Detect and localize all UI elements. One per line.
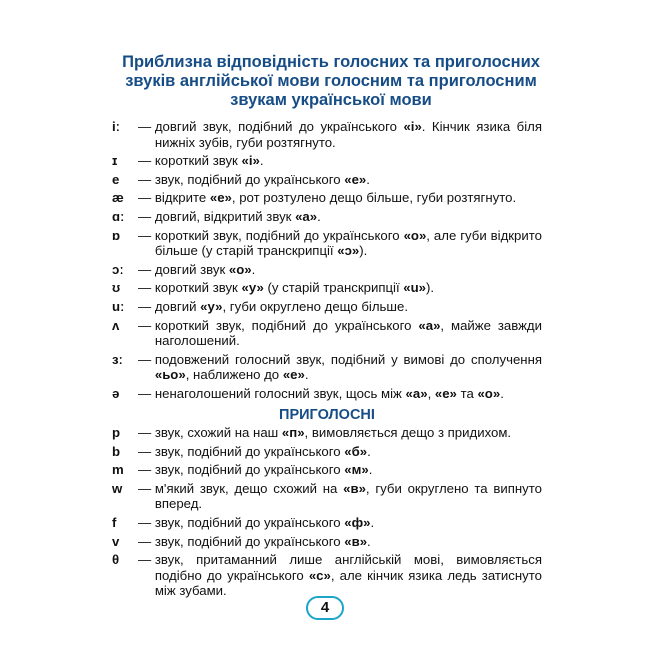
entry-symbol: ʌ — [112, 317, 120, 333]
entry-text: звук, схожий на наш — [154, 425, 282, 441]
entry-row — [112, 481, 542, 512]
entry-description — [155, 209, 542, 225]
entry-letter-bold: «ф» — [344, 515, 371, 531]
entry-dash: — — [138, 443, 155, 459]
entry-letter-bold: «у» — [241, 280, 264, 296]
entry-dash: — — [138, 208, 155, 224]
entry-text: короткий звук, подібний до українського — [154, 317, 419, 333]
entry-letter-bold: «ьо» — [154, 367, 186, 383]
entry-text: звук, подібний до українського — [154, 171, 345, 187]
entry-dash: — — [138, 119, 155, 134]
entry-text: . — [304, 367, 309, 383]
entry-text: звук, подібний до українського — [154, 443, 345, 459]
entry-dash: — — [138, 280, 155, 296]
entry-symbol: ɒ — [112, 227, 121, 243]
entry-dash: — — [138, 515, 155, 531]
entry-row — [112, 172, 542, 188]
entry-letter-bold: «с» — [308, 567, 331, 583]
entry-letter-bold: «а» — [418, 317, 441, 333]
entry-text: . — [366, 171, 370, 187]
entry-text: подовжений голосний звук, подібний у вимові до сполучення — [154, 351, 542, 367]
entry-letter-bold: «а» — [295, 208, 318, 224]
page-number: 4 — [306, 596, 344, 620]
entry-dash: — — [138, 317, 155, 333]
entry-description — [155, 515, 542, 531]
entry-description — [155, 444, 542, 460]
entry-letter-bold: «е» — [209, 190, 232, 206]
entry-description — [155, 386, 542, 402]
entry-row — [112, 299, 542, 315]
entry-description — [155, 228, 542, 259]
entry-letter-bold: «ɔ» — [337, 243, 360, 259]
entry-symbol: iː — [112, 119, 121, 134]
entry-text: , губи округлено дещо більше. — [222, 298, 408, 314]
entry-text: ). — [359, 243, 368, 259]
entry-text: короткий звук — [154, 153, 242, 169]
entry-letter-bold: «б» — [344, 443, 368, 459]
entry-text: довгий звук — [154, 261, 229, 277]
entry-letter-bold: «м» — [344, 462, 369, 478]
section-heading-consonants: ПРИГОЛОСНІ — [279, 406, 375, 423]
entry-text: . — [368, 462, 373, 478]
entry-symbol: θ — [112, 552, 120, 568]
entry-description — [155, 299, 542, 315]
entries-list — [112, 119, 542, 602]
entry-row — [112, 462, 542, 478]
entry-letter-bold: «п» — [281, 425, 305, 441]
entry-description — [155, 552, 542, 599]
entry-dash: — — [138, 425, 155, 441]
entry-dash: — — [138, 351, 155, 367]
entry-symbol: ʊ — [112, 280, 121, 296]
entry-text: , — [427, 385, 435, 401]
entry-dash: — — [138, 533, 155, 549]
entry-description — [155, 153, 542, 169]
entry-dash: — — [138, 153, 155, 169]
entry-symbol: m — [112, 462, 124, 478]
entry-description — [155, 352, 542, 383]
entry-text: , але кінчик язика ледь затиснуто між зубами. — [154, 567, 542, 599]
entry-row — [112, 552, 542, 599]
entry-row — [112, 262, 542, 278]
title-line-2: звуків англійської мови голосним та приголосним — [125, 72, 537, 90]
entry-letter-bold: «е» — [344, 171, 367, 187]
entry-symbol: b — [112, 443, 121, 459]
entry-text: короткий звук — [154, 280, 242, 296]
entry-text: . — [367, 533, 371, 549]
entry-symbol: e — [112, 171, 120, 187]
entry-text: звук, подібний до українського — [154, 462, 345, 478]
vowel-list — [112, 119, 542, 402]
entry-row — [112, 515, 542, 531]
entry-symbol: æ — [112, 190, 124, 206]
entry-text: короткий звук, подібний до українського — [154, 227, 404, 243]
consonant-list — [112, 425, 542, 599]
entry-description — [155, 462, 542, 478]
entry-text: , майже завжди наголошений. — [154, 317, 542, 349]
entry-text: . — [259, 153, 264, 169]
entry-text: довгий, відкритий звук — [154, 208, 296, 224]
entry-symbol: ɪ — [112, 153, 118, 169]
entry-text: , але губи відкрито більше (у старій транскрипції — [154, 227, 542, 259]
entry-text: звук, притаманний лише англійській мові, вимовляється подібно до українського — [154, 552, 542, 583]
entry-description — [155, 190, 542, 206]
entry-text: . — [251, 261, 256, 277]
entry-letter-bold: «о» — [477, 385, 501, 401]
entry-letter-bold: «і» — [403, 119, 422, 134]
entry-letter-bold: «е» — [282, 367, 305, 383]
entry-row — [112, 318, 542, 349]
entry-description — [155, 425, 542, 441]
entry-dash: — — [138, 480, 155, 496]
entry-symbol: p — [112, 425, 121, 441]
entry-letter-bold: «е» — [434, 385, 457, 401]
entry-symbol: ɔː — [112, 261, 124, 277]
entry-text: довгий — [154, 298, 201, 314]
entry-row — [112, 386, 542, 402]
entry-description — [155, 119, 542, 150]
title-line-3: звукам української мови — [230, 91, 432, 109]
entry-text: довгий звук, подібний до українського — [154, 119, 404, 134]
entry-text: ). — [426, 280, 435, 296]
entry-dash: — — [138, 227, 155, 243]
entry-symbol: ɜː — [112, 351, 123, 367]
entry-symbol: uː — [112, 298, 125, 314]
entry-dash: — — [138, 171, 155, 187]
entry-letter-bold: «в» — [344, 533, 368, 549]
page-title — [98, 53, 564, 110]
entry-row — [112, 209, 542, 225]
entry-text: відкрите — [154, 190, 210, 206]
entry-row — [112, 425, 542, 441]
entry-text: . Кінчик язика біля нижніх зубів, губи розтягнуто. — [154, 119, 542, 150]
entry-symbol: ə — [112, 385, 120, 401]
entry-dash: — — [138, 190, 155, 206]
entry-symbol: ɑː — [112, 208, 125, 224]
entry-letter-bold: «о» — [403, 227, 427, 243]
entry-description — [155, 280, 542, 296]
entry-text: . — [370, 515, 375, 531]
entry-letter-bold: «u» — [403, 280, 427, 296]
entry-row — [112, 153, 542, 169]
entry-text: , наближено до — [185, 367, 283, 383]
entry-dash: — — [138, 261, 155, 277]
entry-description — [155, 318, 542, 349]
entry-text: . — [500, 385, 504, 401]
entry-row — [112, 444, 542, 460]
entry-description — [155, 534, 542, 550]
entry-text: . — [317, 208, 321, 224]
entry-description — [155, 172, 542, 188]
entry-letter-bold: «о» — [228, 261, 252, 277]
entry-row — [112, 280, 542, 296]
entry-dash: — — [138, 462, 155, 478]
entry-letter-bold: «а» — [405, 385, 428, 401]
entry-letter-bold: «і» — [241, 153, 260, 169]
entry-description — [155, 481, 542, 512]
entry-row — [112, 352, 542, 383]
entry-dash: — — [138, 552, 155, 568]
entry-row — [112, 190, 542, 206]
entry-symbol: w — [112, 480, 123, 496]
entry-text: , рот розтулено дещо більше, губи розтягнуто. — [231, 190, 517, 206]
entry-description — [155, 262, 542, 278]
entry-symbol: v — [112, 533, 120, 549]
entry-letter-bold: «в» — [343, 480, 366, 496]
entry-row — [112, 534, 542, 550]
entry-text: , вимовляється дещо з придихом. — [304, 425, 512, 441]
entry-text: звук, подібний до українського — [154, 515, 345, 531]
title-line-1: Приблизна відповідність голосних та приголосних — [122, 53, 540, 71]
entry-text: ненаголошений голосний звук, щось між — [154, 385, 406, 401]
entry-letter-bold: «у» — [200, 298, 223, 314]
entry-row — [112, 228, 542, 259]
entry-text: (у старій транскрипції — [263, 280, 404, 296]
entry-text: , губи округлено та випнуто вперед. — [154, 480, 542, 512]
entry-text: та — [456, 385, 478, 401]
entry-dash: — — [138, 385, 155, 401]
entry-text: м'який звук, дещо схожий на — [154, 480, 344, 496]
entry-dash: — — [138, 298, 155, 314]
entry-row — [112, 119, 542, 150]
entry-text: . — [367, 443, 371, 459]
entry-text: звук, подібний до українського — [154, 533, 345, 549]
entry-symbol: f — [112, 515, 117, 531]
